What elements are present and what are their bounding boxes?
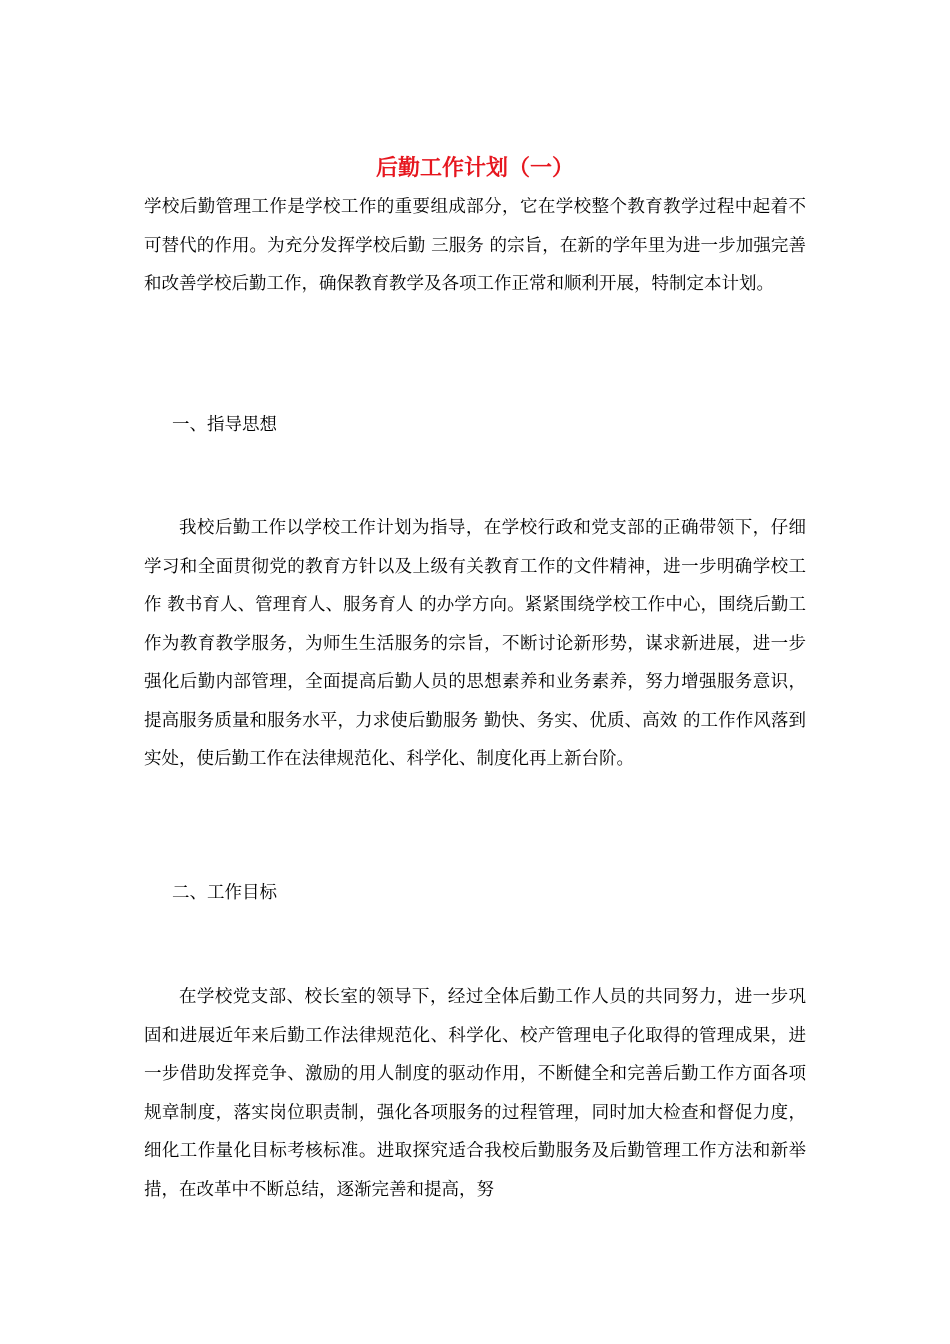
section-body-work-goals: 在学校党支部、校长室的领导下，经过全体后勤工作人员的共同努力，进一步巩固和进展近年来后勤工作法律规范化、科学化、校产管理电子化取得的管理成果，进一步借助发挥竞争、激励的用人制度的驱动作用，不断健全和完善后勤工作方面各项规章制度，落实岗位职责制，强化各项服务的过程管理，同时加大检查和督促力度，细化工作量化目标考核标准。进取探究适合我校后勤服务及后勤管理工作方法和新举措，在改革中不断总结，逐渐完善和提高，努 [144, 987, 806, 1200]
document-title: 后勤工作计划（一） [375, 155, 574, 181]
section-heading-work-goals: 二、工作目标 [172, 883, 277, 903]
section-heading-guiding-ideology: 一、指导思想 [172, 415, 277, 435]
section-body-guiding-ideology: 我校后勤工作以学校工作计划为指导，在学校行政和党支部的正确带领下，仔细学习和全面贯彻党的教育方针以及上级有关教育工作的文件精神，进一步明确学校工作 教书育人、管理育人、服务育人 的办学方向。紧紧围绕学校工作中心，围绕后勤工作为教育教学服务，为师生生活服务的宗旨，不断讨论新形势，谋求新进展，进一步强化后勤内部管理，全面提高后勤人员的思想素养和业务素养，努力增强服务意识，提高服务质量和服务水平，力求使后勤服务 勤快、务实、优质、高效 的工作作风落到实处，使后勤工作在法律规范化、科学化、制度化再上新台阶。 [144, 518, 806, 769]
intro-paragraph: 学校后勤管理工作是学校工作的重要组成部分，它在学校整个教育教学过程中起着不可替代的作用。为充分发挥学校后勤 三服务 的宗旨，在新的学年里为进一步加强完善和改善学校后勤工作，确保教育教学及各项工作正常和顺利开展，特制定本计划。 [144, 197, 806, 294]
